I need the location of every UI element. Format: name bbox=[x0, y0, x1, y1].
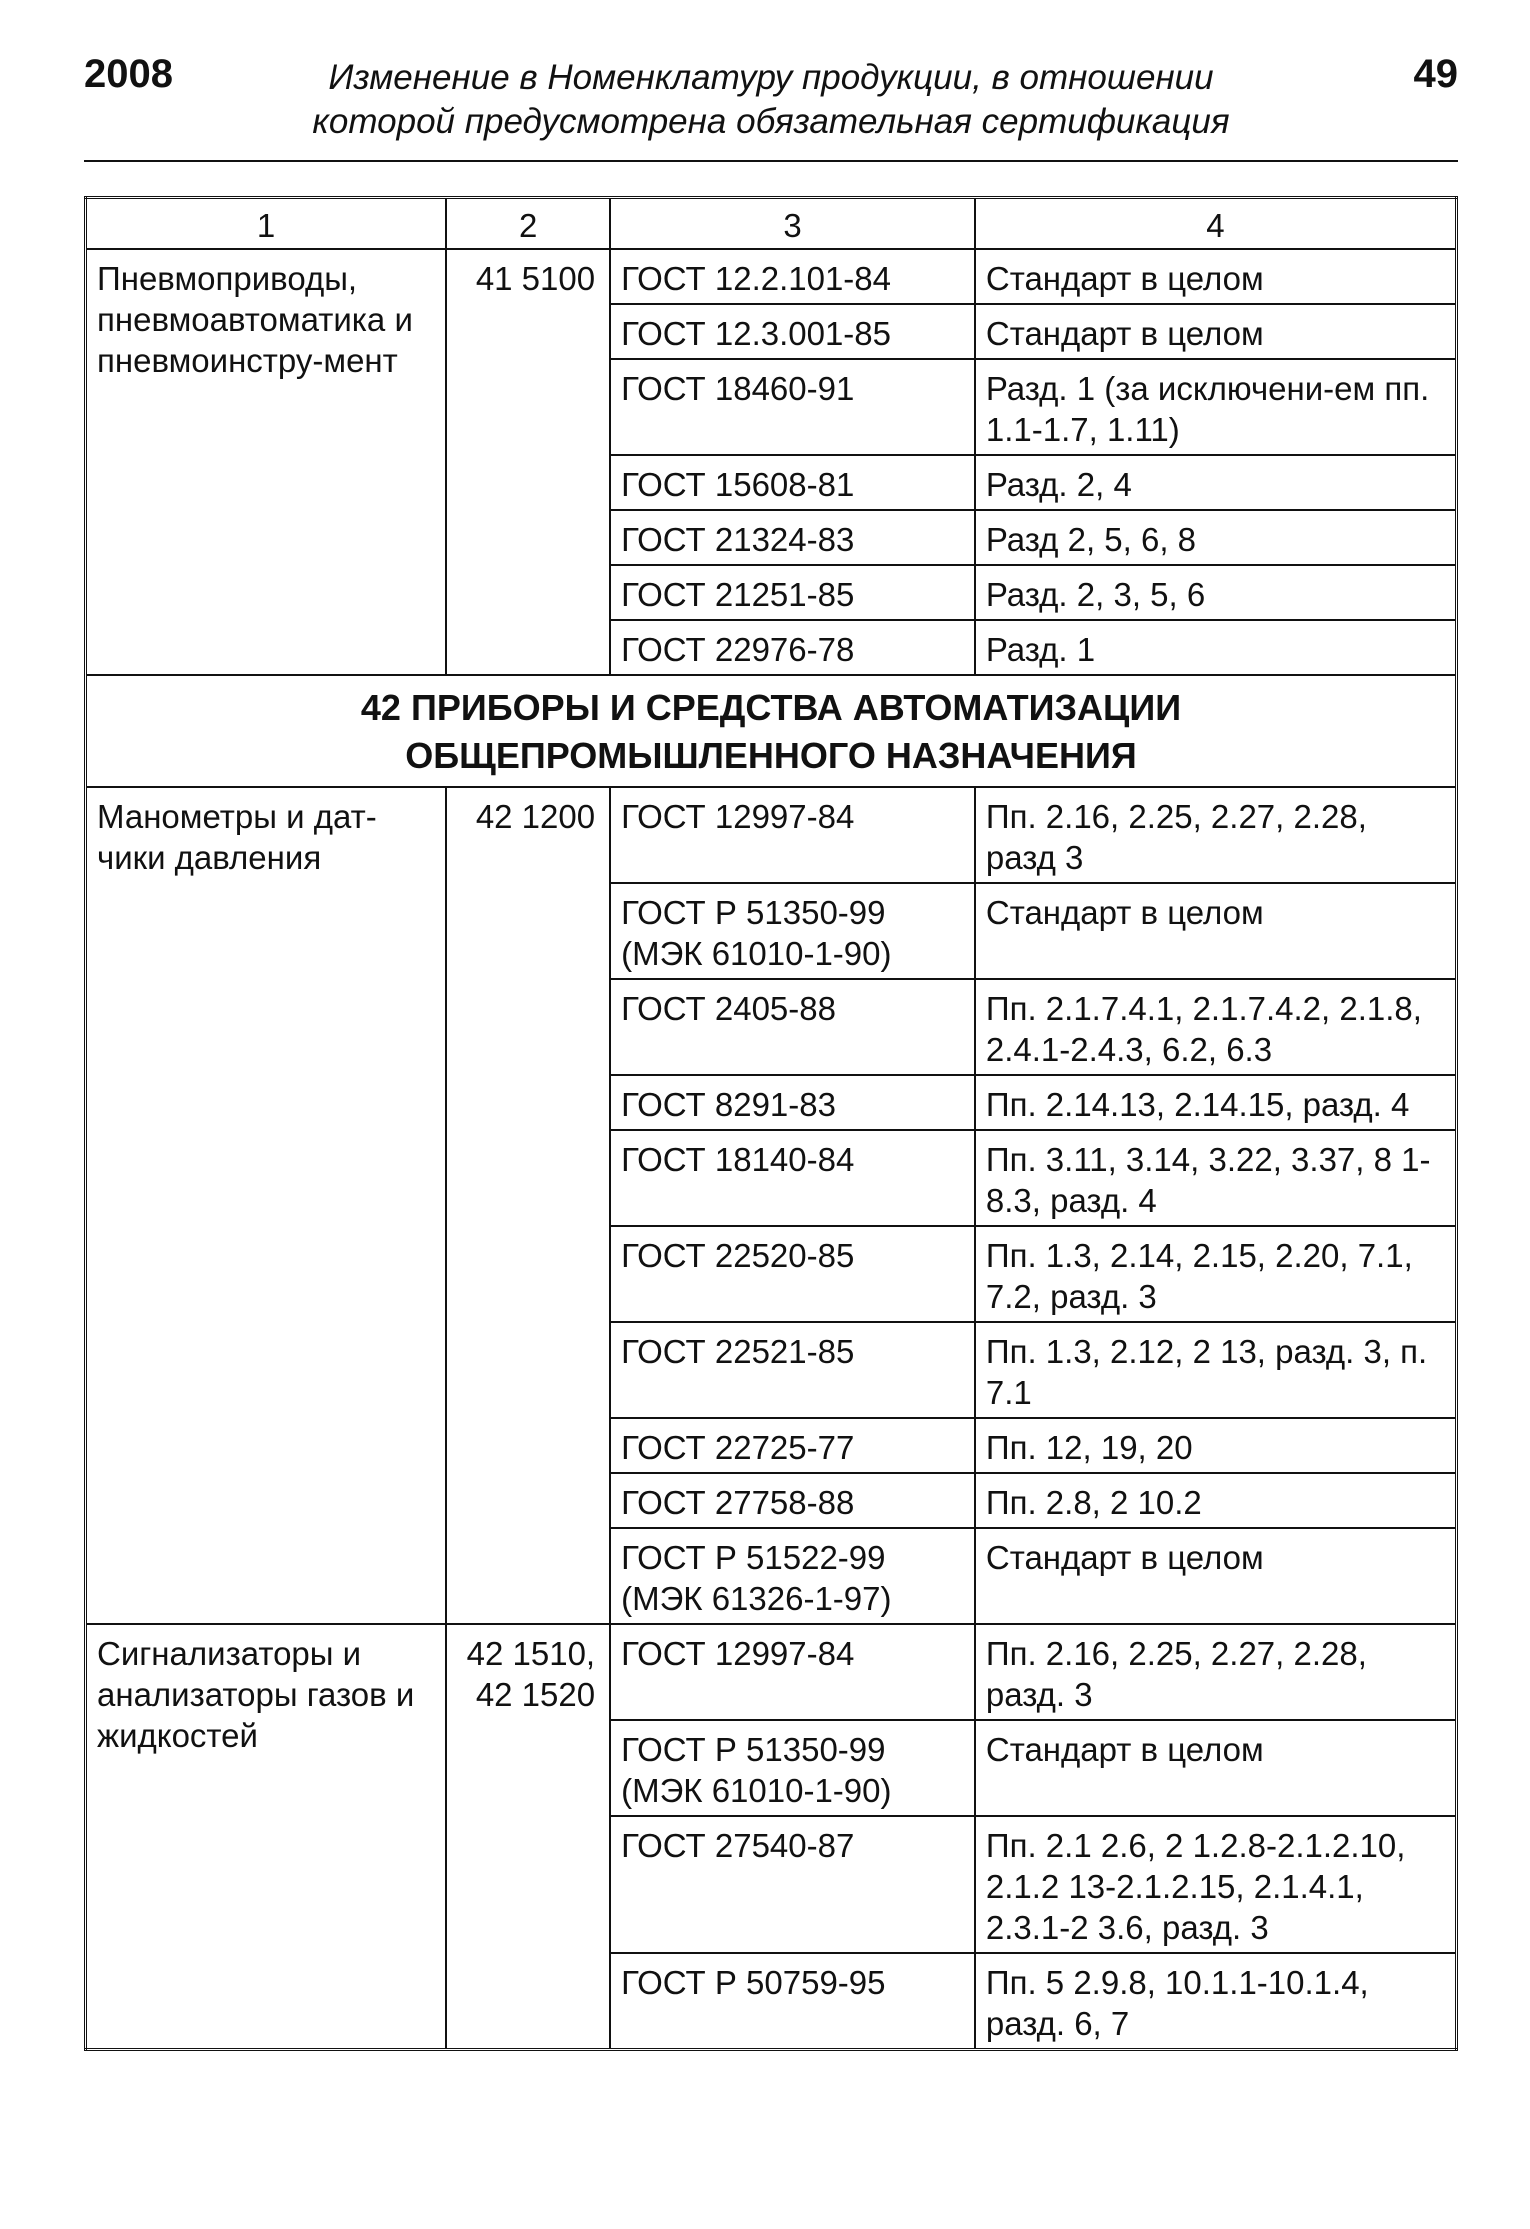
standard-cell: ГОСТ 12.2.101-84 bbox=[610, 249, 975, 304]
table-row bbox=[86, 249, 1457, 304]
scope-cell: Пп. 2.14.13, 2.14.15, разд. 4 bbox=[975, 1075, 1457, 1130]
standard-cell: ГОСТ 21251-85 bbox=[610, 565, 975, 620]
standard-cell: ГОСТ 12.3.001-85 bbox=[610, 304, 975, 359]
standard-cell: ГОСТ 27758-88 bbox=[610, 1473, 975, 1528]
page-header bbox=[84, 52, 1458, 148]
scope-cell: Пп. 12, 19, 20 bbox=[975, 1418, 1457, 1473]
scope-cell: Пп. 2.16, 2.25, 2.27, 2.28, разд 3 bbox=[975, 787, 1457, 883]
section-heading bbox=[86, 675, 1457, 787]
code-cell: 41 5100 bbox=[446, 249, 610, 675]
scope-cell: Пп. 1.3, 2.14, 2.15, 2.20, 7.1, 7.2, разд. 3 bbox=[975, 1226, 1457, 1322]
scope-cell: Разд. 2, 4 bbox=[975, 455, 1457, 510]
standard-cell: ГОСТ Р 51350-99 (МЭК 61010-1-90) bbox=[610, 883, 975, 979]
scope-cell: Разд. 1 (за исключени-ем пп. 1.1-1.7, 1.11) bbox=[975, 359, 1457, 455]
scope-cell: Стандарт в целом bbox=[975, 883, 1457, 979]
scope-cell: Стандарт в целом bbox=[975, 249, 1457, 304]
column-header-3: 3 bbox=[610, 198, 975, 250]
scope-cell: Стандарт в целом bbox=[975, 1720, 1457, 1816]
scope-cell: Пп. 2.8, 2 10.2 bbox=[975, 1473, 1457, 1528]
product-cell: Сигнализаторы и анализаторы газов и жидкостей bbox=[86, 1624, 447, 2050]
standard-cell: ГОСТ 21324-83 bbox=[610, 510, 975, 565]
scope-cell: Пп. 2.1.7.4.1, 2.1.7.4.2, 2.1.8, 2.4.1-2.4.3, 6.2, 6.3 bbox=[975, 979, 1457, 1075]
header-title-line-2: которой предусмотрена обязательная сертификация bbox=[312, 102, 1230, 141]
section-heading-line-1: 42 ПРИБОРЫ И СРЕДСТВА АВТОМАТИЗАЦИИ bbox=[360, 687, 1182, 728]
column-header-1: 1 bbox=[86, 198, 447, 250]
header-year: 2008 bbox=[84, 52, 173, 96]
standard-cell: ГОСТ 22520-85 bbox=[610, 1226, 975, 1322]
scope-cell: Разд 2, 5, 6, 8 bbox=[975, 510, 1457, 565]
code-cell: 42 1200 bbox=[446, 787, 610, 1624]
table-header-row bbox=[86, 198, 1457, 250]
standard-cell: ГОСТ 27540-87 bbox=[610, 1816, 975, 1953]
scope-cell: Стандарт в целом bbox=[975, 1528, 1457, 1624]
standard-cell: ГОСТ 15608-81 bbox=[610, 455, 975, 510]
section-heading-line-2: ОБЩЕПРОМЫШЛЕННОГО НАЗНАЧЕНИЯ bbox=[405, 735, 1137, 776]
standard-cell: ГОСТ 22976-78 bbox=[610, 620, 975, 675]
table-row bbox=[86, 787, 1457, 883]
scope-cell: Пп. 3.11, 3.14, 3.22, 3.37, 8 1-8.3, разд. 4 bbox=[975, 1130, 1457, 1226]
code-cell: 42 1510, 42 1520 bbox=[446, 1624, 610, 2050]
scope-cell: Пп. 2.1 2.6, 2 1.2.8-2.1.2.10, 2.1.2 13-2.1.2.15, 2.1.4.1, 2.3.1-2 3.6, разд. 3 bbox=[975, 1816, 1457, 1953]
standard-cell: ГОСТ Р 51522-99 (МЭК 61326-1-97) bbox=[610, 1528, 975, 1624]
standard-cell: ГОСТ 12997-84 bbox=[610, 1624, 975, 1720]
header-title bbox=[234, 56, 1308, 144]
product-cell: Пневмоприводы, пневмоавтоматика и пневмоинстру-мент bbox=[86, 249, 447, 675]
standard-cell: ГОСТ 22521-85 bbox=[610, 1322, 975, 1418]
page-number: 49 bbox=[1413, 52, 1458, 96]
standard-cell: ГОСТ Р 50759-95 bbox=[610, 1953, 975, 2050]
column-header-4: 4 bbox=[975, 198, 1457, 250]
scope-cell: Пп. 1.3, 2.12, 2 13, разд. 3, п. 7.1 bbox=[975, 1322, 1457, 1418]
table-row bbox=[86, 1624, 1457, 1720]
standard-cell: ГОСТ 18140-84 bbox=[610, 1130, 975, 1226]
scope-cell: Пп. 2.16, 2.25, 2.27, 2.28, разд. 3 bbox=[975, 1624, 1457, 1720]
product-cell: Манометры и дат-чики давления bbox=[86, 787, 447, 1624]
standard-cell: ГОСТ 22725-77 bbox=[610, 1418, 975, 1473]
header-divider bbox=[84, 160, 1458, 162]
header-title-line-1: Изменение в Номенклатуру продукции, в отношении bbox=[328, 58, 1214, 97]
standard-cell: ГОСТ 12997-84 bbox=[610, 787, 975, 883]
certification-table bbox=[84, 196, 1458, 2051]
scope-cell: Разд. 2, 3, 5, 6 bbox=[975, 565, 1457, 620]
column-header-2: 2 bbox=[446, 198, 610, 250]
standard-cell: ГОСТ 18460-91 bbox=[610, 359, 975, 455]
scope-cell: Пп. 5 2.9.8, 10.1.1-10.1.4, разд. 6, 7 bbox=[975, 1953, 1457, 2050]
scope-cell: Разд. 1 bbox=[975, 620, 1457, 675]
standard-cell: ГОСТ 8291-83 bbox=[610, 1075, 975, 1130]
section-heading-row bbox=[86, 675, 1457, 787]
scope-cell: Стандарт в целом bbox=[975, 304, 1457, 359]
standard-cell: ГОСТ Р 51350-99 (МЭК 61010-1-90) bbox=[610, 1720, 975, 1816]
standard-cell: ГОСТ 2405-88 bbox=[610, 979, 975, 1075]
